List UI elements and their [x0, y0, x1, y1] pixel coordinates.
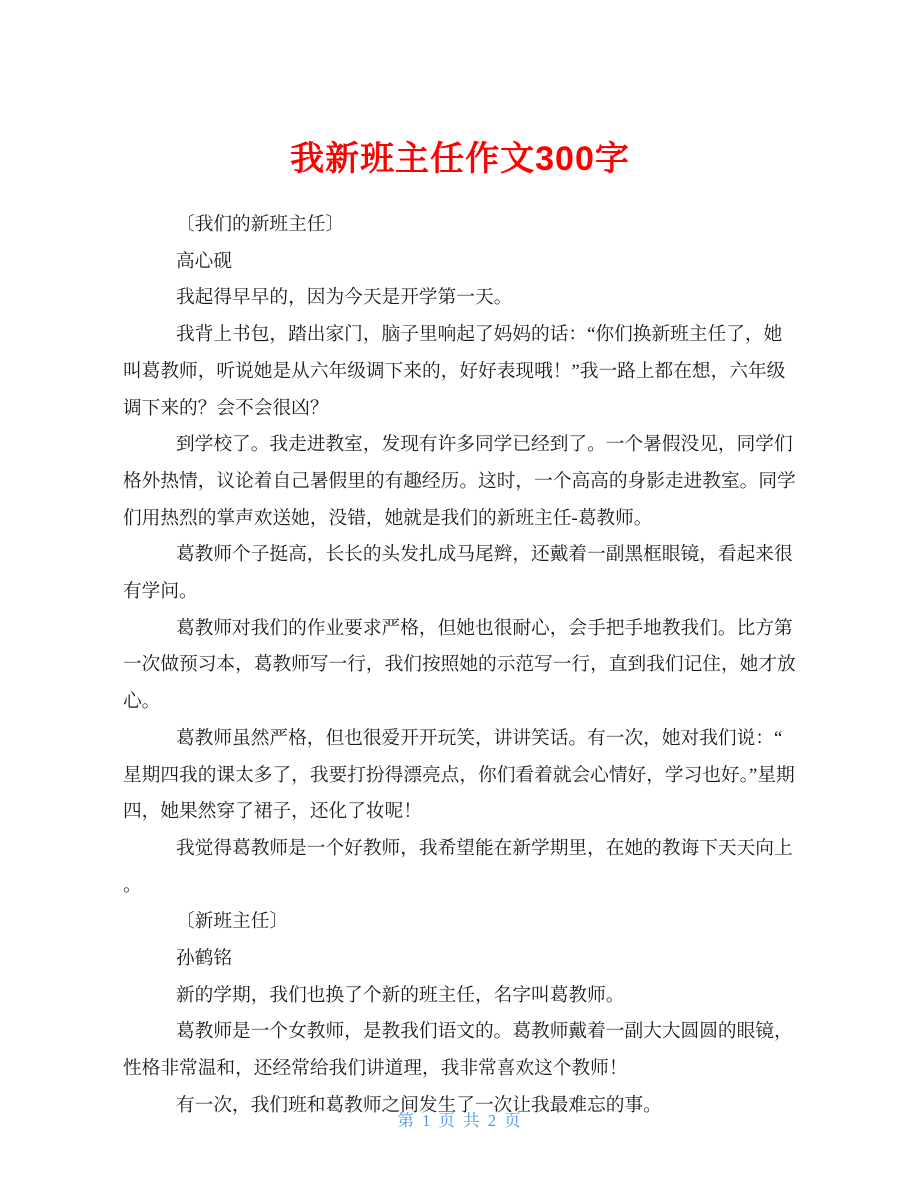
essay-paragraph: 孙鹤铭 — [176, 948, 233, 970]
essay-paragraph: 葛教师虽然严格，但也很爱开开玩笑，讲讲笑话。有一次，她对我们说：“星期四我的课太多了，我要打扮得漂亮点，你们看着就会心情好，学习也好。”星期四，她果然穿了裙子，还化了妆呢！ — [123, 727, 795, 823]
essay-paragraph: 〔我们的新班主任〕 — [176, 214, 345, 235]
essay-paragraph: 〔新班主任〕 — [176, 911, 289, 933]
essay-paragraph: 新的学期，我们也换了个新的班主任，名字叫葛教师。 — [176, 984, 625, 1006]
essay-paragraph: 我觉得葛教师是一个好教师，我希望能在新学期里，在她的教诲下天天向上。 — [123, 837, 793, 896]
essay-paragraph: 我起得早早的，因为今天是开学第一天。 — [176, 287, 513, 309]
essay-title: 我新班主任作文300字 — [290, 139, 630, 178]
essay-paragraph: 葛教师对我们的作业要求严格，但她也很耐心，会手把手地教我们。比方第一次做预习本，葛教师写一行，我们按照她的示范写一行，直到我们记住，她才放心。 — [123, 617, 796, 713]
essay-paragraph: 到学校了。我走进教室，发现有许多同学已经到了。一个暑假没见，同学们格外热情，议论着自己暑假里的有趣经历。这时，一个高高的身影走进教室。同学们用热烈的掌声欢送她，没错，她就是我们的新班主任-葛教师。 — [123, 434, 796, 529]
essay-paragraph: 有一次，我们班和葛教师之间发生了一次让我最难忘的事。 — [176, 1094, 662, 1116]
essay-paragraph: 我背上书包，踏出家门，脑子里响起了妈妈的话：“你们换新班主任了，她叫葛教师，听说她是从六年级调下来的，好好表现哦！”我一路上都在想，六年级调下来的？会不会很凶？ — [123, 324, 786, 419]
essay-paragraph: 葛教师个子挺高，长长的头发扎成马尾辫，还戴着一副黑框眼镜，看起来很有学问。 — [123, 544, 793, 603]
essay-paragraph: 葛教师是一个女教师，是教我们语文的。葛教师戴着一副大大圆圆的眼镜，性格非常温和，还经常给我们讲道理，我非常喜欢这个教师！ — [123, 1021, 793, 1080]
essay-paragraph: 高心砚 — [176, 250, 233, 272]
page-footer — [0, 1110, 920, 1132]
essay-body — [123, 207, 798, 1125]
page-number-text: 第 1 页 共 2 页 — [397, 1111, 523, 1130]
